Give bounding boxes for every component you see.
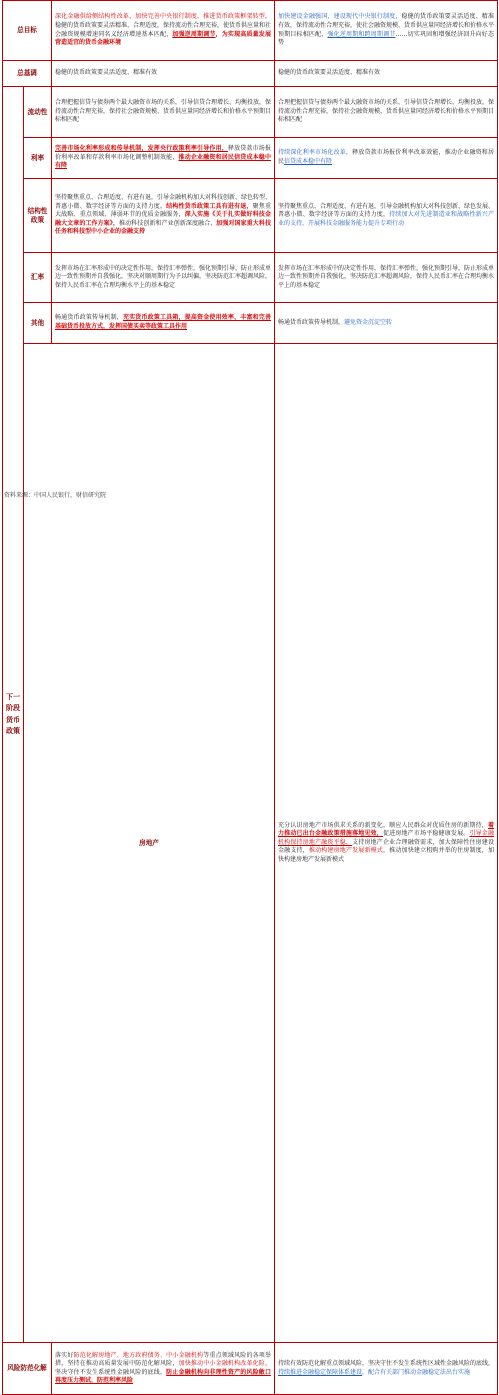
row-label: 流动性	[24, 87, 52, 138]
text-run: ……切实巩固和增强经济回升向好态势	[278, 30, 494, 47]
row-label: 风险防范化解	[3, 1343, 52, 1395]
text-run: 稳健的货币政策要灵活精准、合理适度，保持流动性合理充裕，使货币供应量和社会融资规模增速同名义经济增速基本匹配，	[55, 21, 272, 38]
row-other	[3, 303, 498, 344]
text-run: ，为实现高质量发展营造适宜的货币金融环境	[55, 30, 271, 47]
text-run: 信贷成本稳中有降	[284, 158, 333, 165]
text-run: 释放贷款市场报价利率改革效能，推动企业融资和居民	[278, 149, 494, 165]
row-overall-goal	[3, 1, 498, 61]
text-run: 加强逆周期调节	[172, 30, 216, 38]
right-cell	[275, 1343, 498, 1395]
group-label: 下一阶段货币政策	[3, 87, 24, 1343]
left-cell	[52, 1343, 275, 1395]
text-run: 稳健的货币政策要灵活适度、精准有效	[55, 69, 158, 77]
text-run: 深入实施《关于扎实做好科技金融大文章的工作方案》，	[55, 211, 271, 227]
policy-comparison-table	[2, 0, 498, 1395]
text-run: 避免资金沉淀空转	[344, 318, 393, 326]
text-run: 稳健的货币政策要灵活适度、精准有效，保持流动性合理充裕，使社会融资规模、货币供应量同经济增长和价格水平预期目标相匹配，	[278, 13, 495, 38]
right-cell	[275, 61, 498, 87]
left-cell	[52, 87, 275, 138]
row-label: 其他	[24, 303, 52, 344]
text-run: 持续深化利率市场化改革，	[278, 149, 353, 157]
text-run: 着力推动已出台金融政策措施落地见效，	[278, 821, 494, 838]
left-cell	[52, 253, 275, 303]
text-run: 加强对国家重大科技任务和科技型中小企业的金融支持	[55, 219, 271, 236]
text-run: 畅通货币政策传导机制，	[278, 318, 345, 326]
text-run: 发挥国债买卖等政策工具作用	[109, 323, 188, 330]
text-run: 充实货币政策工具箱，提高资金使用效率，丰富和完善基础货币投放方式，	[55, 314, 271, 330]
left-cell	[52, 138, 275, 179]
row-label: 总目标	[3, 1, 52, 61]
text-run: 推动科技创新和产业创新深度融合，	[118, 219, 217, 227]
row-label: 汇率	[24, 253, 52, 303]
text-run: 深化金融供给侧结构性改革，加快完善中央银行制度，推进货币政策框架转型，	[55, 13, 271, 21]
left-cell	[52, 303, 275, 344]
text-run: 合理把握信贷与债券两个最大融资市场的关系，引导信贷合理增长、均衡投放，保持流动性合理充裕，保持社会融资规模、货币供应量同经济增长和价格水平预期目标相匹配	[55, 99, 272, 124]
text-run: 发挥市场在汇率形成中的决定性作用，保持汇率弹性，强化预期引导，防止形成单边一致性预期并自我强化，坚决防范汇率超调风险，保持人民币汇率在合理均衡水平上的基本稳定	[278, 264, 495, 289]
text-run: 畅通货币政策传导机制，	[55, 314, 123, 322]
right-cell	[275, 253, 498, 303]
text-run: 合理把握信贷与债券两个最大融资市场的关系，引导信贷合理增长、均衡投放，保持流动性合理充裕，保持社会融资规模、货币供应量同经济增长和价格水平预期目标相匹配	[278, 99, 495, 124]
text-run: 释放贷款市场报价利率改革和存款利率市场化调整机制效能，	[55, 145, 271, 161]
row-label: 房地产	[24, 344, 275, 1343]
text-run: 推动构建房地产发展新模式，	[308, 847, 390, 855]
text-run: 加快推动中小金融机构改革化险，	[178, 1360, 271, 1368]
text-run: 落实好	[55, 1351, 74, 1359]
text-run: 促进房地产市场平稳健康发展。	[382, 830, 470, 838]
text-run: 坚持聚焦重点、合理适度、有进有退，引导金融机构加大对科技创新、绿色转型、普惠小微、数字经济等方面的支持力度。	[55, 194, 272, 210]
left-cell	[275, 344, 498, 1343]
text-run: ，配合有关部门推动金融稳定法出台实施	[362, 1368, 471, 1376]
source-note: 资料来源：中国人民银行，财信研究院	[4, 492, 107, 499]
text-run: 推动企业融资和居民信贷成本稳中有降	[55, 153, 271, 170]
text-run: 持续推进金融稳定保障体系建设	[278, 1368, 363, 1376]
text-run: 防范化解房地产、地方政府债务、中小金融机构	[73, 1351, 204, 1359]
text-run: 充分认识房地产市场供求关系的新变化，顺应人民群众对优质住房的新期待，	[278, 821, 488, 829]
text-run: 发挥市场在汇率形成中的决定性作用，保持汇率弹性，强化预期引导，防止形成单边一致性预期并自我强化，坚决对顺周期行为予以纠偏，坚决防范汇率超调风险，保持人民币汇率在合理均衡水平上的基本稳定	[55, 264, 272, 289]
right-cell	[275, 87, 498, 138]
text-run: 持续有效防范化解重点领域风险，坚决守住不发生系统性区域性金融风险的底线，	[278, 1360, 495, 1368]
left-cell	[52, 1, 275, 61]
text-run: 推动加快建立租购并举的住房制度，加快构建房地产发展新模式	[278, 847, 494, 863]
right-cell	[275, 179, 498, 253]
right-cell	[275, 138, 498, 179]
row-interest-rate	[3, 138, 498, 179]
text-run: 持续加大对先进制造业和战略性新兴产业的支持，开展科技金融服务能力提升专项行动	[278, 211, 494, 227]
text-run: 结构性货币政策工具有进有退，	[166, 202, 253, 210]
row-overall-tone	[3, 61, 498, 87]
text-run: 等重点领域风险的各项举措，坚持在推动高质量发展中防范化解风险，	[55, 1351, 271, 1368]
text-run: 强化逆周期和跨周期调节	[327, 30, 396, 38]
right-cell	[275, 303, 498, 344]
text-run: 稳健的货币政策要灵活适度、精准有效	[278, 69, 381, 77]
row-structural-policy	[3, 179, 498, 253]
left-cell	[52, 179, 275, 253]
row-exchange-rate	[3, 253, 498, 303]
row-label: 总基调	[3, 61, 52, 87]
text-run: 坚决守住不发生系统性金融风险的底线，	[55, 1368, 167, 1376]
text-run: 加快建设金融强国，建设现代中央银行制度，	[278, 13, 402, 21]
row-liquidity	[3, 87, 498, 138]
row-label: 结构性政策	[24, 179, 52, 253]
text-run: 防止金融机构向非理性资产的风险敞口再度压力测试，防范利率风险	[55, 1368, 271, 1385]
text-run: 聚焦重大战略、重点领域、薄弱环节的优质金融服务，	[55, 202, 271, 219]
row-label: 利率	[24, 138, 52, 179]
text-run: 支持房地产企业合理融资需求，加大保障性住房建设金融支持，	[278, 838, 494, 855]
left-cell	[52, 61, 275, 87]
right-cell	[275, 1, 498, 61]
text-run: 完善市场化利率形成和传导机制，发挥央行政策利率引导作用，	[55, 145, 228, 153]
text-run: 引导金融机构保持房地产融资平稳，	[278, 830, 494, 846]
text-run: 坚持聚焦重点、合理适度、有进有退，引导金融机构加大对科技创新、绿色发展、普惠小微、数字经济等方面的支持力度，	[278, 202, 495, 219]
row-risk-prevention	[3, 1343, 498, 1395]
